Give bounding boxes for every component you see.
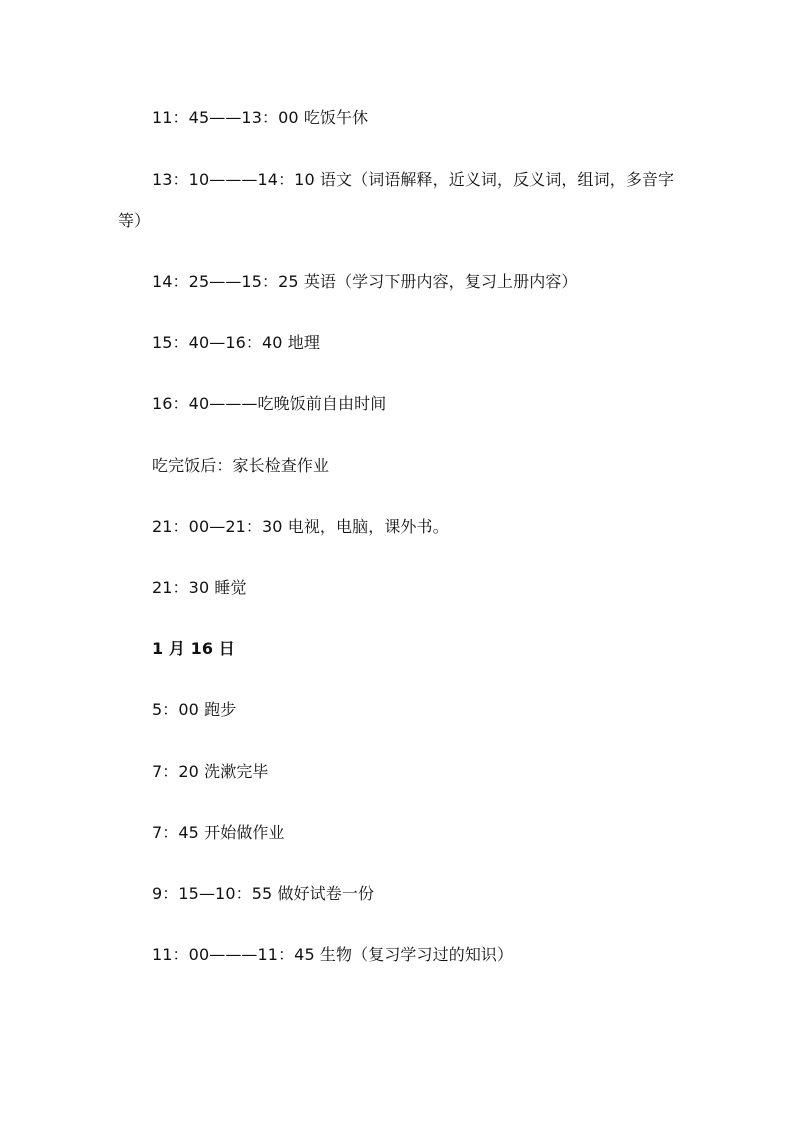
schedule-line-biology: 11：00———11：45 生物（复习学习过的知识） xyxy=(152,945,514,964)
schedule-line-chinese: 13：10———14：10 语文（词语解释，近义词，反义词，组词，多音字 xyxy=(152,170,675,189)
schedule-line-washing: 7：20 洗漱完毕 xyxy=(152,762,269,781)
schedule-line-tv-computer: 21：00—21：30 电视，电脑，课外书。 xyxy=(152,517,449,536)
schedule-line-start-homework: 7：45 开始做作业 xyxy=(152,823,285,842)
schedule-line-test-paper: 9：15—10：55 做好试卷一份 xyxy=(152,884,375,903)
schedule-line-free-time: 16：40———吃晚饭前自由时间 xyxy=(152,394,387,413)
schedule-line-chinese-continued: 等） xyxy=(118,211,151,230)
schedule-line-homework-check: 吃完饭后：家长检查作业 xyxy=(152,456,330,475)
date-heading: 1 月 16 日 xyxy=(152,639,235,658)
schedule-line-running: 5：00 跑步 xyxy=(152,700,237,719)
schedule-line-english: 14：25——15：25 英语（学习下册内容，复习上册内容） xyxy=(152,272,578,291)
schedule-line-lunch: 11：45——13：00 吃饭午休 xyxy=(152,108,369,127)
schedule-line-sleep: 21：30 睡觉 xyxy=(152,578,247,597)
schedule-line-geography: 15：40—16：40 地理 xyxy=(152,333,320,352)
